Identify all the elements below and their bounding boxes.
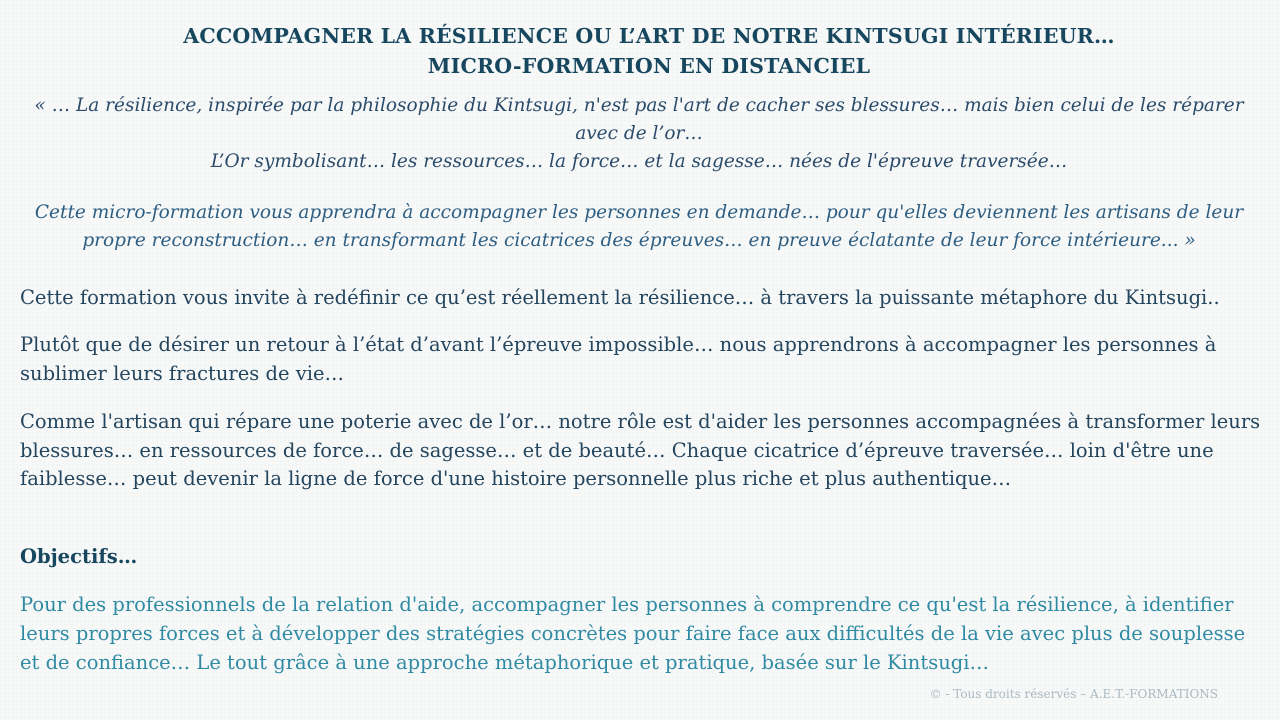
body-paragraph-3: Comme l'artisan qui répare une poterie avec de l’or… notre rôle est d'aider les personnes accompagnées à transformer leurs blessures… en ressources de force… de sagesse… et de beauté… Chaque cicatrice d’épreuve traversée… loin d'être une faiblesse… peut devenir la ligne de force d'une histoire personnelle plus riche et plus authentique…: [20, 410, 1261, 490]
intro-quote-line2: L’Or symbolisant… les ressources… la force… et la sagesse… nées de l'épreuve traversée…: [210, 151, 1068, 172]
body-paragraph-1: Cette formation vous invite à redéfinir ce qu’est réellement la résilience… à travers la puissante métaphore du Kintsugi..: [20, 286, 1220, 309]
copyright-notice: © - Tous droits réservés – A.E.T.-FORMATIONS: [929, 687, 1218, 701]
objectives-text: Pour des professionnels de la relation d'aide, accompagner les personnes à comprendre ce qu'est la résilience, à identifier leurs propres forces et à développer des stratégies concrètes pour faire face aux difficultés de la vie avec plus de souplesse et de confiance… Le tout grâce à une approche métaphorique et pratique, basée sur le Kintsugi…: [20, 593, 1246, 674]
intro-quote-continuation: Cette micro-formation vous apprendra à accompagner les personnes en demande… pour qu'elles deviennent les artisans de leur propre reconstruction… en transformant les cicatrices des épreuves… en preuve éclatante de leur force intérieure... »: [34, 202, 1244, 251]
intro-quote-line1: « … La résilience, inspirée par la philosophie du Kintsugi, n'est pas l'art de cacher ses blessures… mais bien celui de les réparer avec de l’or…: [34, 95, 1244, 144]
page-subtitle: MICRO-FORMATION EN DISTANCIEL: [427, 54, 871, 78]
body-paragraph-2: Plutôt que de désirer un retour à l’état d’avant l’épreuve impossible… nous apprendrons à accompagner les personnes à sublimer leurs fractures de vie…: [20, 333, 1217, 385]
page-title: ACCOMPAGNER LA RÉSILIENCE OU L’ART DE NOTRE KINTSUGI INTÉRIEUR…: [183, 24, 1115, 48]
intro-quote: [20, 92, 1258, 176]
objectives-heading: Objectifs…: [20, 545, 138, 568]
